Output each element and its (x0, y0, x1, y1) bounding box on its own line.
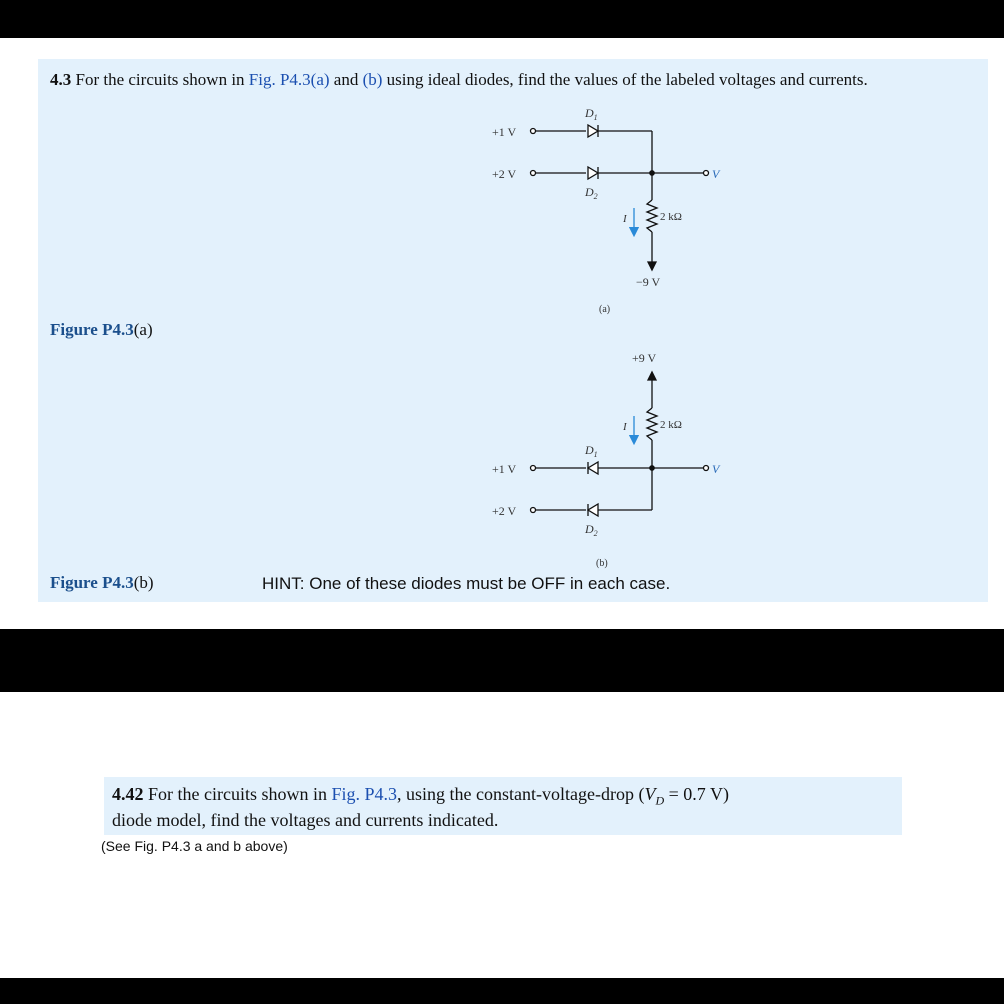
diode-d1-icon (588, 125, 598, 137)
problem-4-42-line2: diode model, find the voltages and currents indicated. (112, 810, 499, 830)
diode-d2-icon (588, 167, 598, 179)
terminal (531, 466, 536, 471)
terminal (531, 171, 536, 176)
diode-d1-icon (588, 462, 598, 474)
terminal (531, 508, 536, 513)
supply-label: +9 V (632, 351, 657, 365)
d2-label: $D_2$ (585, 522, 598, 538)
d2-label: $D_2$ (585, 185, 598, 201)
figure-b-link[interactable]: (b) (362, 70, 383, 89)
supply-arrow-icon (648, 372, 656, 380)
figure-link[interactable]: Fig. P4.3(a) (248, 70, 330, 89)
problem-number: 4.42 (112, 784, 144, 804)
problem-4-42-line1: 4.42 For the circuits shown in Fig. P4.3, using the constant-voltage-drop ($V_D = 0.7$ V) (112, 784, 729, 808)
statement-text: using ideal diodes, find the values of the labeled voltages and currents. (386, 70, 868, 89)
problem-number: 4.3 (50, 70, 72, 89)
d1-label: $D_1$ (585, 443, 598, 459)
resistor-label: 2 kΩ (660, 419, 682, 431)
circuit-b (492, 351, 721, 569)
resistor-label: 2 kΩ (660, 211, 682, 223)
input-1v-label: +1 V (492, 462, 517, 476)
output-terminal (704, 171, 709, 176)
figure-label-b: Figure P4.3(b) (50, 573, 154, 592)
statement-text: For the circuits shown in (75, 70, 245, 89)
current-label: I (623, 421, 627, 433)
statement-text: , using the constant-voltage-drop ( (397, 784, 645, 804)
resistor-icon (647, 408, 657, 440)
input-2v-label: +2 V (492, 167, 517, 181)
output-v-label: V (712, 462, 720, 476)
output-terminal (704, 466, 709, 471)
statement-text: and (333, 70, 359, 89)
current-label: I (623, 213, 627, 225)
supply-arrow-icon (648, 262, 656, 270)
figure-label-a: Figure P4.3(a) (50, 320, 153, 339)
terminal (531, 129, 536, 134)
hint-text: HINT: One of these diodes must be OFF in each case. (262, 574, 671, 593)
statement-text: For the circuits shown in (148, 784, 327, 804)
node-dot (650, 466, 654, 470)
caption-a: (a) (599, 304, 611, 315)
input-1v-label: +1 V (492, 125, 517, 139)
figure-link[interactable]: Fig. P4.3 (331, 784, 398, 804)
diode-d2-icon (588, 504, 598, 516)
caption-b: (b) (596, 558, 608, 569)
see-figure-note: (See Fig. P4.3 a and b above) (101, 838, 288, 854)
d1-label: $D_1$ (585, 106, 598, 122)
output-v-label: V (712, 167, 720, 181)
input-2v-label: +2 V (492, 504, 517, 518)
resistor-icon (647, 200, 657, 232)
circuit-a (492, 106, 721, 315)
supply-label: −9 V (636, 275, 661, 289)
